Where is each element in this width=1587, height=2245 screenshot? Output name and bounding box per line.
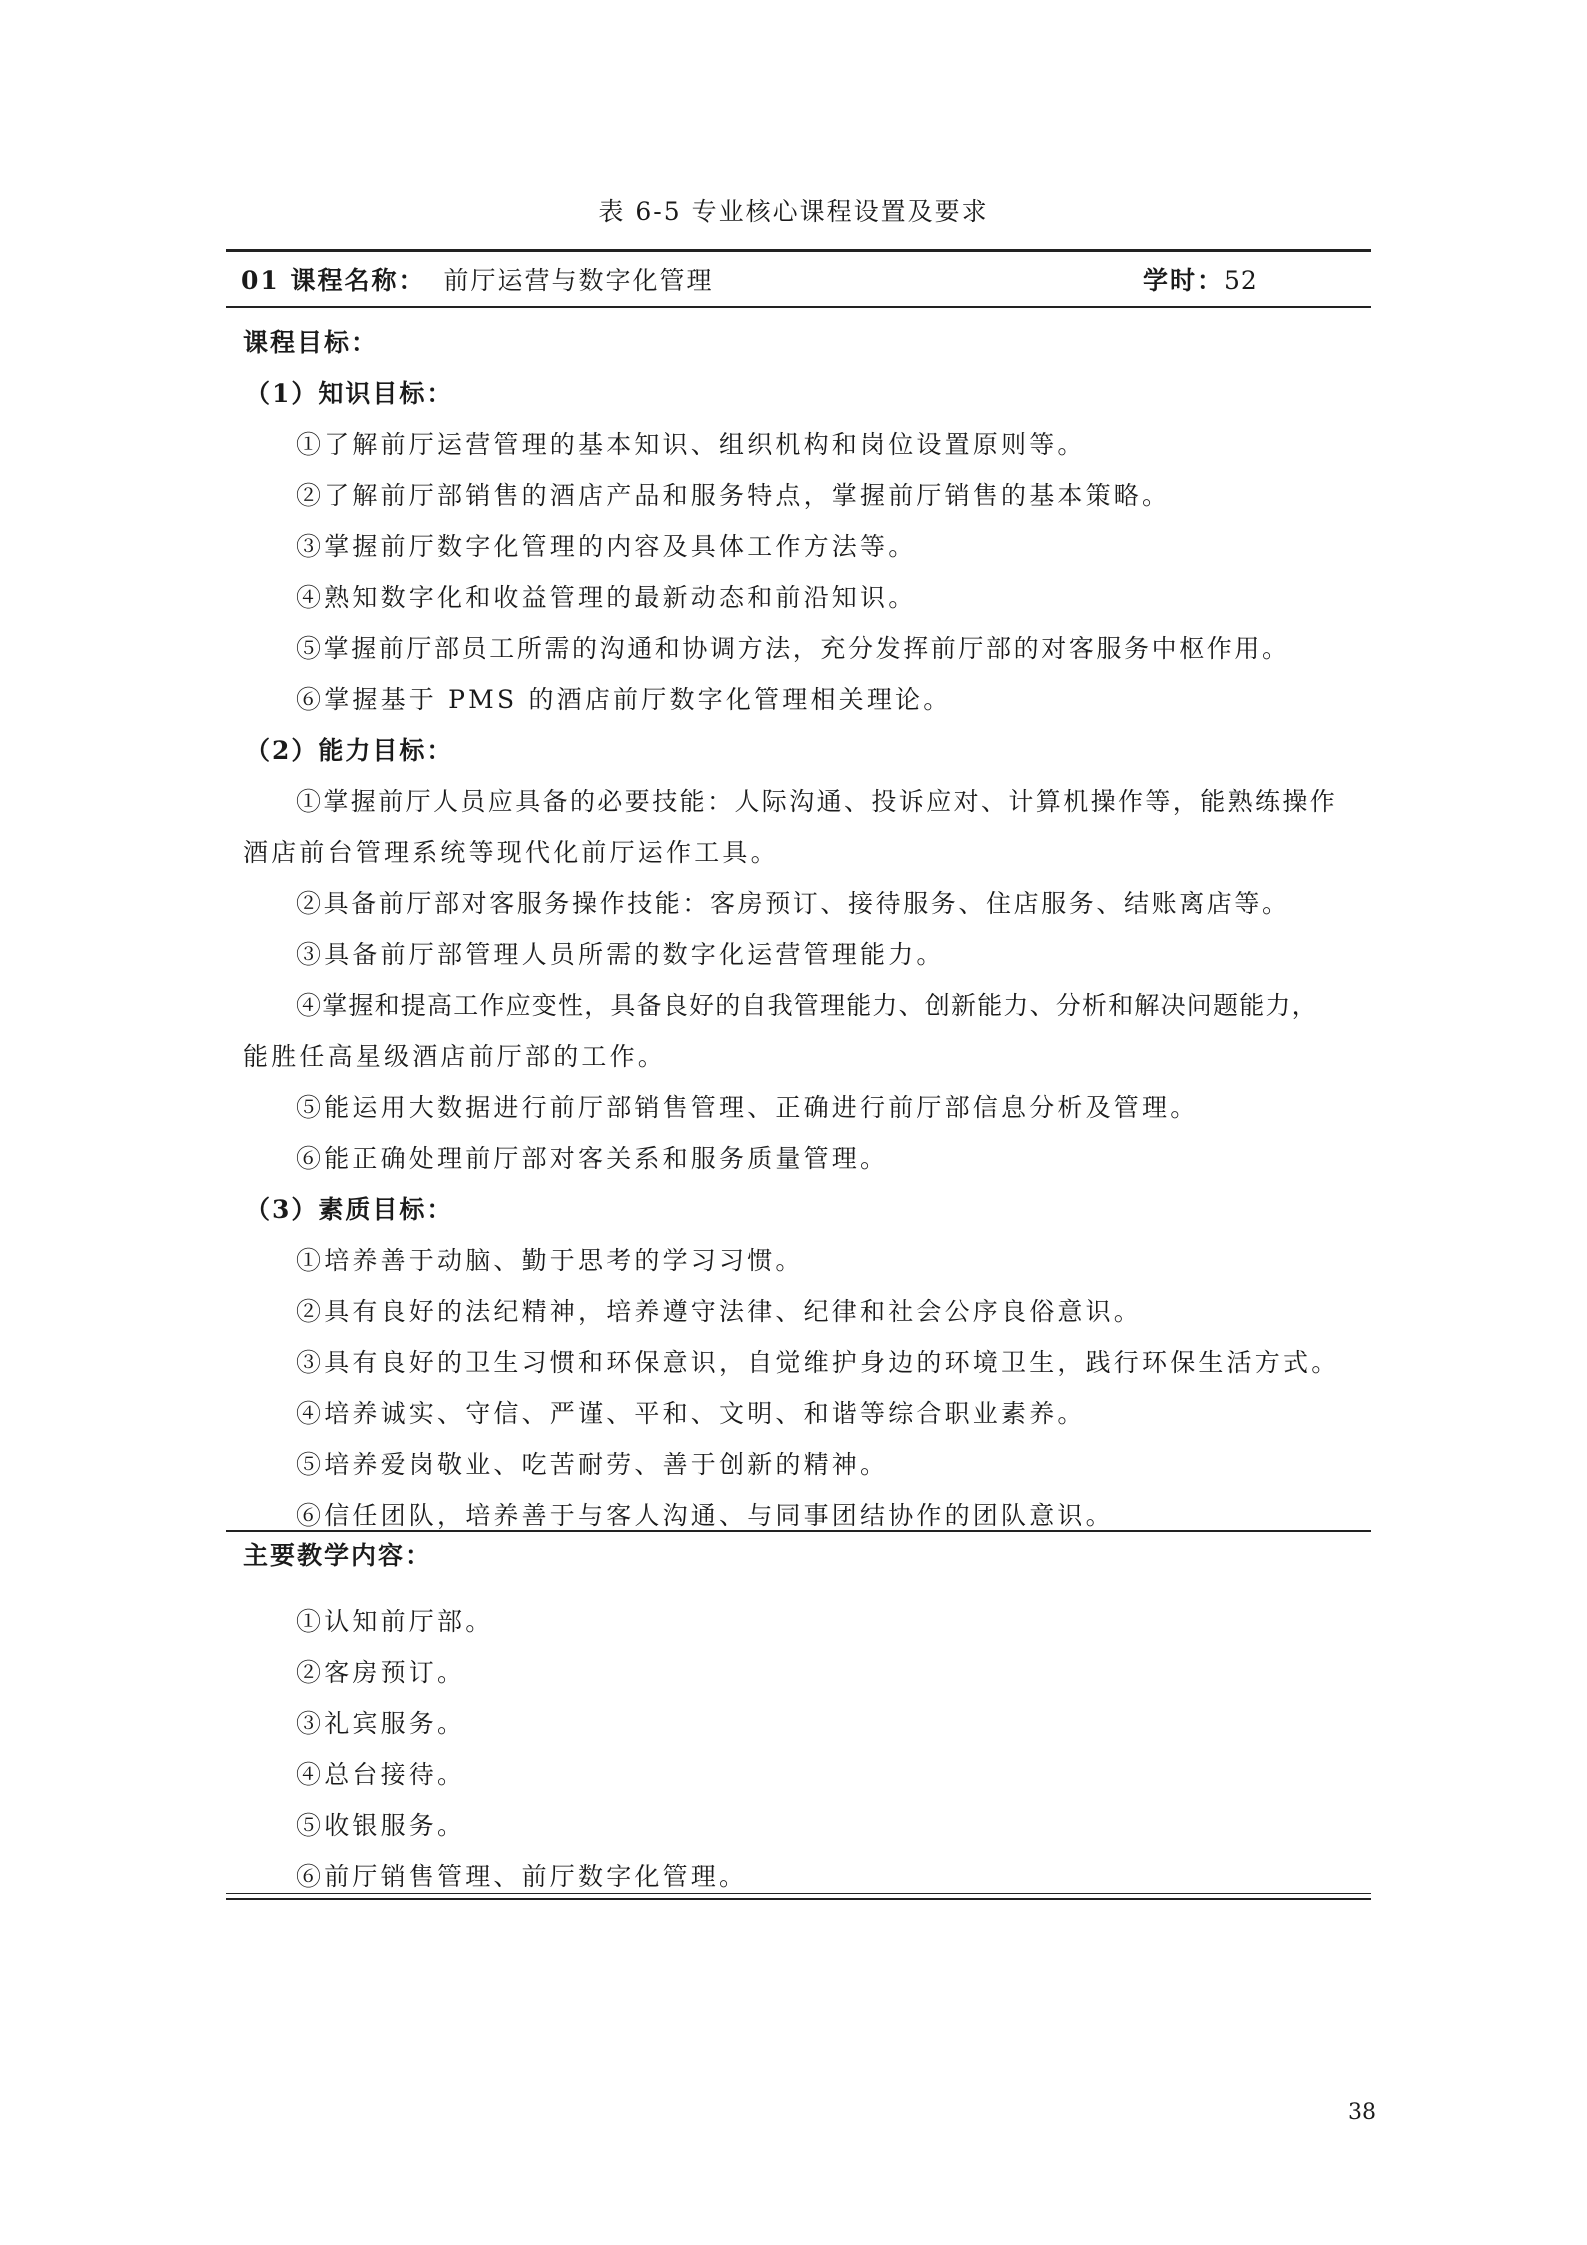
goals-title: 课程目标： — [243, 328, 379, 357]
quality-title: （3）素质目标： — [245, 1195, 454, 1224]
ability-title: （2）能力目标： — [245, 736, 454, 765]
content-item: ⑥前厅销售管理、前厅数字化管理。 — [296, 1862, 748, 1891]
table-caption: 表 6-5 专业核心课程设置及要求 — [598, 197, 989, 226]
table-header-rule — [226, 306, 1371, 308]
quality-item: ④培养诚实、守信、严谨、平和、文明、和谐等综合职业素养。 — [296, 1399, 1086, 1428]
content-item: ③礼宾服务。 — [296, 1709, 466, 1738]
course-header-row — [241, 252, 1361, 306]
ability-item: ⑥能正确处理前厅部对客关系和服务质量管理。 — [296, 1144, 889, 1173]
course-name-label: 01 课程名称： — [241, 266, 426, 295]
knowledge-title: （1）知识目标： — [245, 379, 454, 408]
quality-item: ③具有良好的卫生习惯和环保意识，自觉维护身边的环境卫生，践行环保生活方式。 — [296, 1348, 1340, 1377]
course-name-value: 前厅运营与数字化管理 — [443, 266, 714, 295]
hours-value: 52 — [1224, 266, 1258, 295]
ability-item-continued: 酒店前台管理系统等现代化前厅运作工具。 — [243, 838, 779, 867]
knowledge-item: ⑥掌握基于 PMS 的酒店前厅数字化管理相关理论。 — [296, 685, 952, 714]
quality-item: ⑥信任团队，培养善于与客人沟通、与同事团结协作的团队意识。 — [296, 1501, 1114, 1530]
content-item: ④总台接待。 — [296, 1760, 466, 1789]
quality-item: ②具有良好的法纪精神，培养遵守法律、纪律和社会公序良俗意识。 — [296, 1297, 1143, 1326]
ability-item: ②具备前厅部对客服务操作技能：客房预订、接待服务、住店服务、结账离店等。 — [296, 889, 1290, 918]
ability-item: ⑤能运用大数据进行前厅部销售管理、正确进行前厅部信息分析及管理。 — [296, 1093, 1199, 1122]
knowledge-item: ⑤掌握前厅部员工所需的沟通和协调方法，充分发挥前厅部的对客服务中枢作用。 — [296, 634, 1290, 663]
course-hours — [1143, 261, 1258, 297]
content-item: ⑤收银服务。 — [296, 1811, 466, 1840]
quality-item: ⑤培养爱岗敬业、吃苦耐劳、善于创新的精神。 — [296, 1450, 889, 1479]
hours-label: 学时： — [1143, 266, 1225, 295]
quality-item: ①培养善于动脑、勤于思考的学习习惯。 — [296, 1246, 804, 1275]
content-item: ②客房预订。 — [296, 1658, 466, 1687]
ability-item: ④掌握和提高工作应变性，具备良好的自我管理能力、创新能力、分析和解决问题能力， — [296, 991, 1318, 1020]
knowledge-item: ③掌握前厅数字化管理的内容及具体工作方法等。 — [296, 532, 917, 561]
ability-item: ①掌握前厅人员应具备的必要技能：人际沟通、投诉应对、计算机操作等，能熟练操作 — [296, 787, 1338, 816]
content-title: 主要教学内容： — [243, 1541, 433, 1570]
content-item: ①认知前厅部。 — [296, 1607, 494, 1636]
knowledge-item: ①了解前厅运营管理的基本知识、组织机构和岗位设置原则等。 — [296, 430, 1086, 459]
ability-item: ③具备前厅部管理人员所需的数字化运营管理能力。 — [296, 940, 945, 969]
table-bottom-rule — [226, 1893, 1371, 1900]
knowledge-item: ④熟知数字化和收益管理的最新动态和前沿知识。 — [296, 583, 917, 612]
ability-item-continued: 能胜任高星级酒店前厅部的工作。 — [243, 1042, 667, 1071]
section-divider-rule — [226, 1530, 1371, 1532]
knowledge-item: ②了解前厅部销售的酒店产品和服务特点，掌握前厅销售的基本策略。 — [296, 481, 1171, 510]
page-number: 38 — [1348, 2100, 1376, 2125]
